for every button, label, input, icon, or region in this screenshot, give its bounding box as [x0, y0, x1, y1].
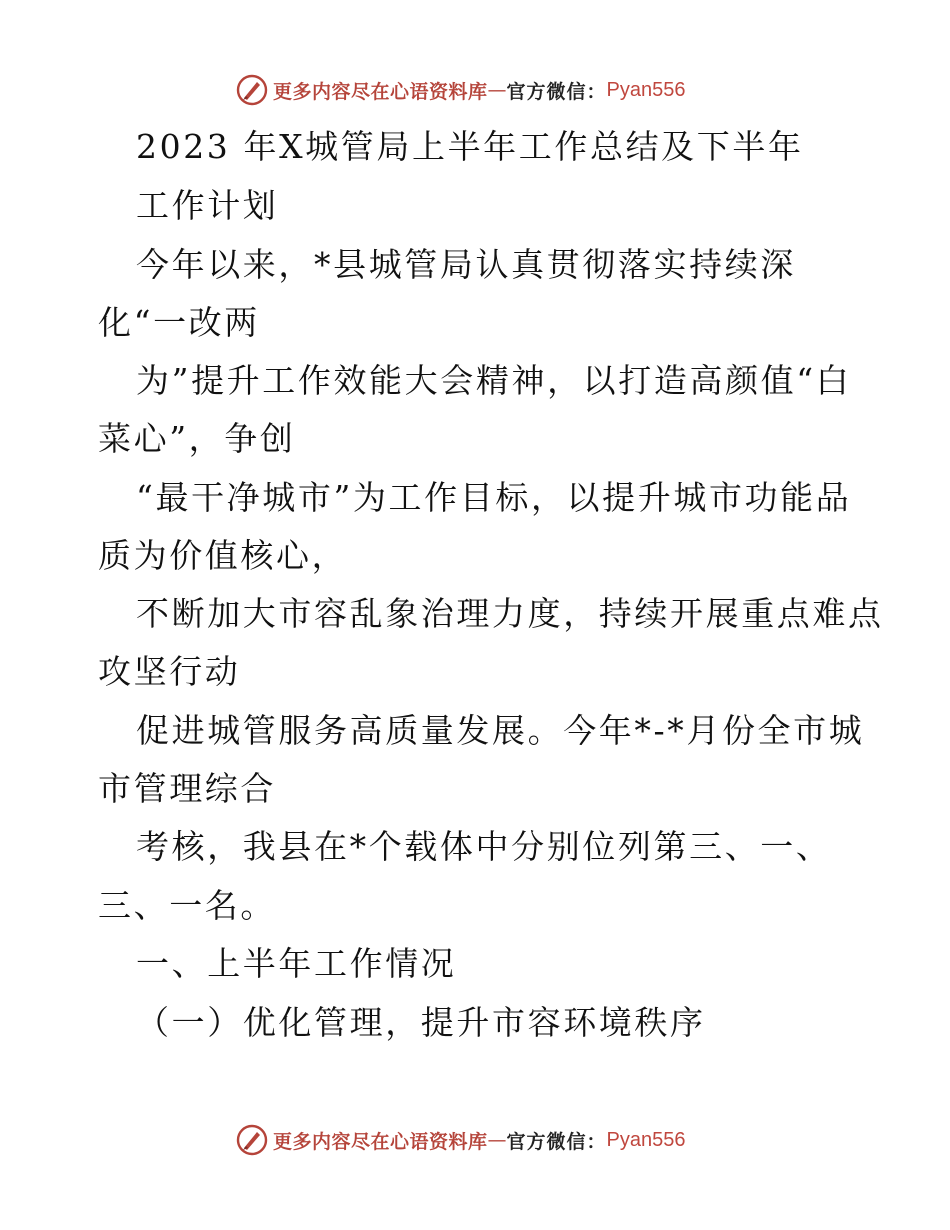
header-watermark-banner	[235, 72, 686, 108]
banner-text: 更多内容尽在心语资料库	[273, 80, 488, 103]
paragraph-line: 考核，我县在*个载体中分别位列第三、一、	[136, 827, 832, 866]
paragraph-line: 为”提升工作效能大会精神，以打造高颜值“白	[136, 361, 852, 400]
paragraph-line: 今年以来，*县城管局认真贯彻落实持续深	[136, 245, 796, 284]
banner-text: 更多内容尽在心语资料库	[273, 1130, 488, 1153]
paragraph-line: 攻坚行动	[98, 652, 241, 691]
paragraph-line: 促进城管服务高质量发展。今年*-*月份全市城	[136, 711, 865, 750]
document-title-line-2: 工作计划	[136, 186, 279, 225]
paragraph-line: 市管理综合	[98, 769, 276, 808]
document-title-line-1: 2023 年X城管局上半年工作总结及下半年	[136, 127, 804, 166]
banner-dash: —	[487, 79, 507, 101]
paragraph-line: “最干净城市”为工作目标，以提升城市功能品	[136, 478, 852, 517]
banner-dash: —	[487, 1129, 507, 1151]
footer-watermark-banner	[235, 1122, 686, 1158]
subsection-heading: （一）优化管理，提升市容环境秩序	[136, 1003, 706, 1042]
paragraph-line: 三、一名。	[98, 886, 276, 925]
quill-pen-logo-icon	[235, 73, 269, 107]
paragraph-line: 菜心”，争创	[98, 419, 296, 458]
quill-pen-logo-icon	[235, 1123, 269, 1157]
banner-wechat-id: Pyan556	[606, 78, 686, 101]
paragraph-line: 不断加大市容乱象治理力度，持续开展重点难点	[136, 594, 884, 633]
banner-wechat-id: Pyan556	[606, 1128, 686, 1151]
section-heading: 一、上半年工作情况	[136, 944, 457, 983]
banner-wechat-label: 官方微信：	[506, 1130, 607, 1153]
banner-wechat-label: 官方微信：	[506, 80, 607, 103]
paragraph-line: 化“一改两	[98, 303, 260, 342]
paragraph-line: 质为价值核心，	[98, 536, 348, 575]
